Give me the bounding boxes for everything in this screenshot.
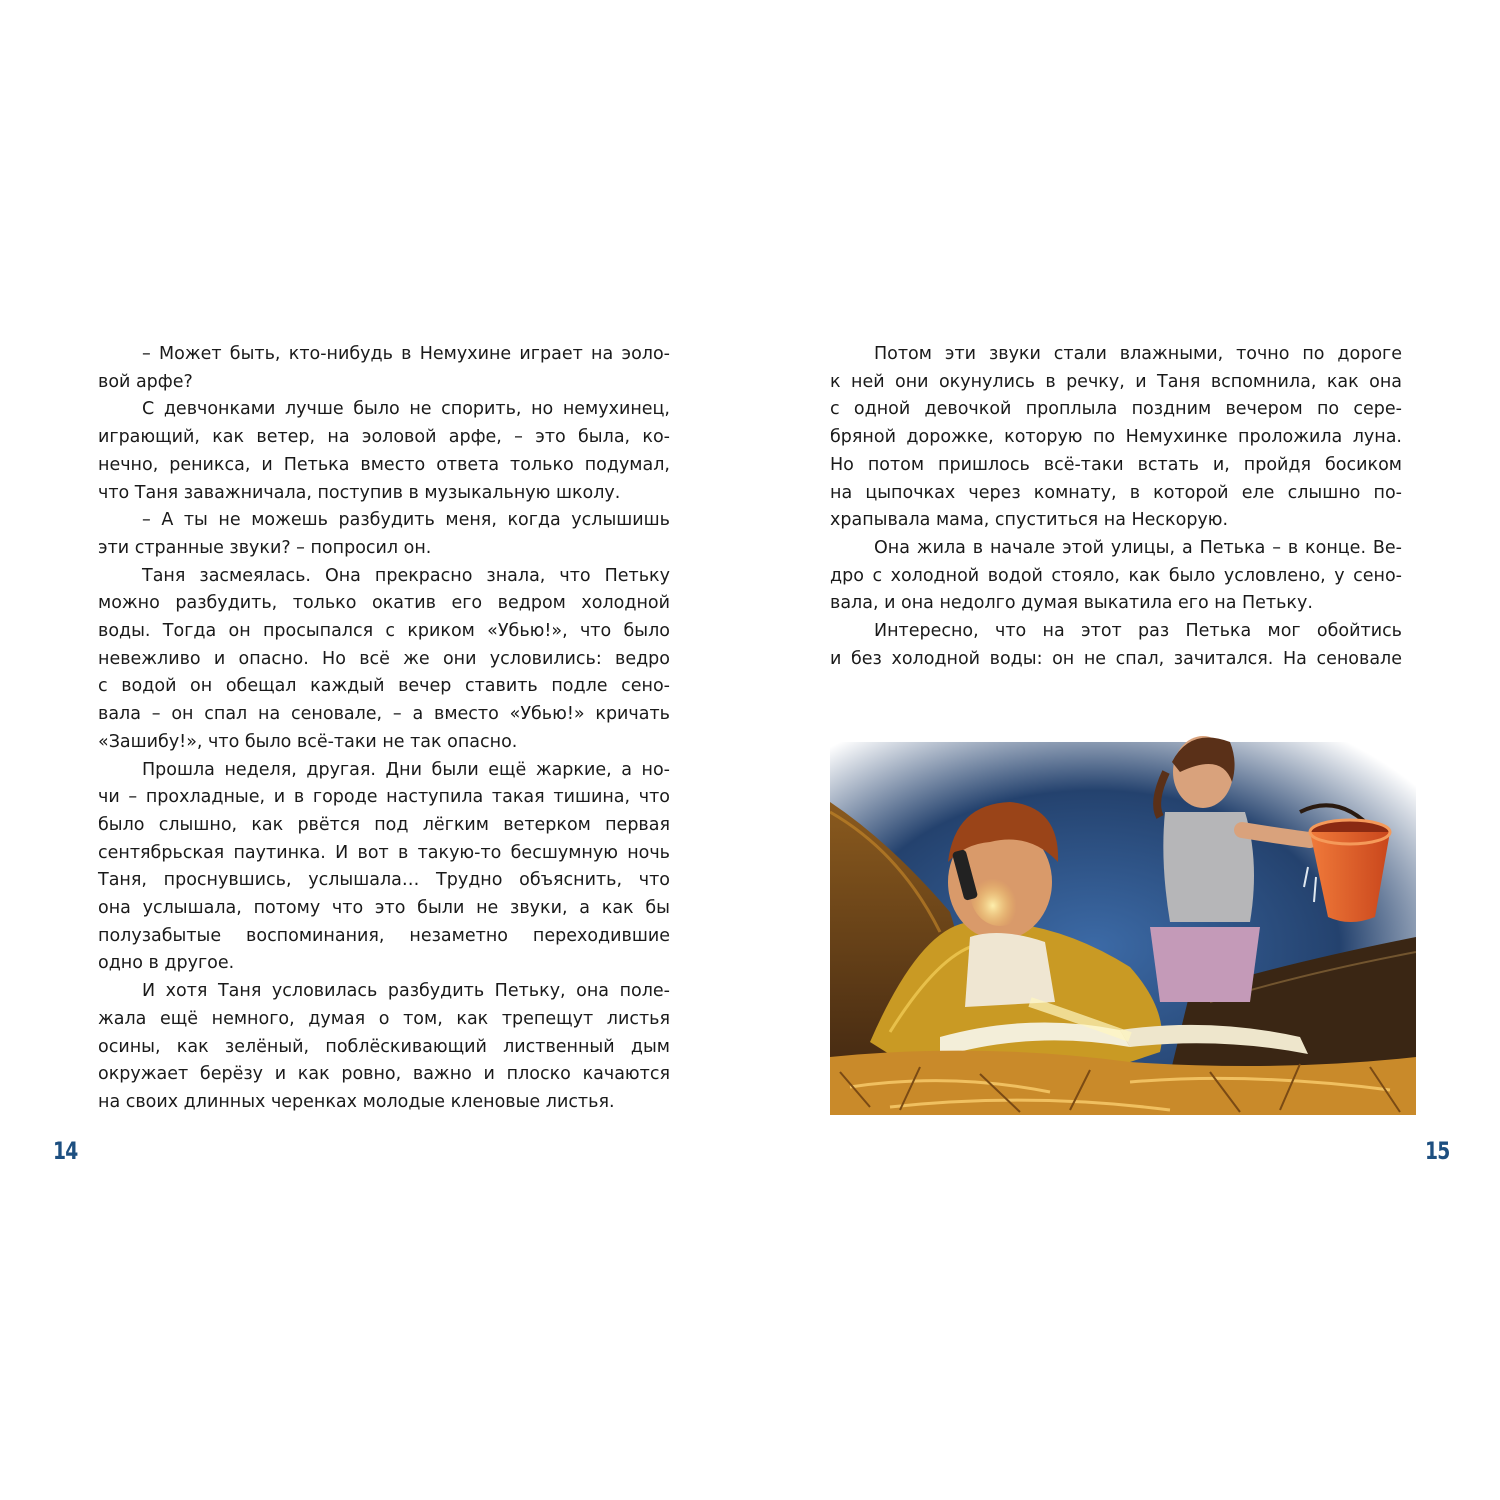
left-text-column (98, 341, 670, 1117)
text-line: Прошла неделя, другая. Дни были ещё жаркие, а но- (142, 759, 670, 780)
text-line: осины, как зелёный, поблёскивающий лиственный дым (98, 1036, 670, 1057)
text-line: «Зашибу!», что было всё-таки не так опасно. (98, 731, 518, 752)
paragraph (98, 757, 670, 979)
text-line: вала, и она недолго думая выкатила его на Петьку. (830, 593, 1313, 614)
text-line: невежливо и опасно. Но всё же они условились: ведро (98, 648, 670, 669)
right-page (750, 0, 1500, 1500)
text-line: дро с холодной водой стояло, как было условлено, у сено- (830, 565, 1402, 586)
text-line: чи – прохладные, и в городе наступила такая тишина, что (98, 787, 670, 808)
text-line: эти странные звуки? – попросил он. (98, 537, 432, 558)
paragraph (98, 396, 670, 507)
text-line: она услышала, потому что это были не звуки, а как бы (98, 898, 670, 919)
paragraph (98, 563, 670, 757)
paragraph (830, 341, 1402, 535)
text-line: – А ты не можешь разбудить меня, когда услышишь (142, 510, 670, 531)
text-line: Но потом пришлось всё-таки встать и, пройдя босиком (830, 454, 1402, 475)
text-line: Интересно, что на этот раз Петька мог обойтись (874, 621, 1402, 642)
text-line: Она жила в начале этой улицы, а Петька – в конце. Ве- (874, 537, 1402, 558)
text-line: играющий, как ветер, на эоловой арфе, – это была, ко- (98, 427, 670, 448)
illustration-boy-reading-girl-with-bucket (830, 712, 1416, 1115)
paragraph (98, 507, 670, 562)
text-line: можно разбудить, только окатив его ведром холодной (98, 593, 670, 614)
text-line: и без холодной воды: он не спал, зачитался. На сеновале (830, 648, 1402, 669)
text-line: на своих длинных черенках молодые кленовые листья. (98, 1091, 615, 1112)
text-line: на цыпочках через комнату, в которой еле слышно по- (830, 482, 1402, 503)
text-line: Потом эти звуки стали влажными, точно по дороге (874, 344, 1402, 364)
text-line: нечно, реникса, и Петька вместо ответа только подумал, (98, 454, 670, 475)
text-line: Таня засмеялась. Она прекрасно знала, что Петьку (142, 565, 670, 586)
illustration-svg (830, 712, 1416, 1115)
text-line: жала ещё немного, думая о том, как трепещут листья (98, 1008, 670, 1029)
text-line: с водой он обещал каждый вечер ставить подле сено- (98, 676, 670, 697)
text-line: – Может быть, кто-нибудь в Немухине играет на эоло- (142, 344, 670, 364)
paragraph (98, 978, 670, 1117)
paragraph (830, 535, 1402, 618)
text-line: сентябрьская паутинка. И вот в такую-то бесшумную ночь (98, 842, 670, 863)
text-line: одно в другое. (98, 953, 235, 974)
text-line: полузабытые воспоминания, незаметно переходившие (98, 925, 670, 946)
text-line: к ней они окунулись в речку, и Таня вспомнила, как она (830, 371, 1402, 392)
text-line: вала – он спал на сеновале, – а вместо «Убью!» кричать (98, 704, 670, 725)
text-line: Таня, проснувшись, услышала… Трудно объяснить, что (98, 870, 670, 891)
page-number-left: 14 (53, 1137, 78, 1165)
paragraph (830, 618, 1402, 673)
text-line: С девчонками лучше было не спорить, но немухинец, (142, 399, 670, 420)
text-line: бряной дорожке, которую по Немухинке проложила луна. (830, 427, 1402, 448)
text-line: храпывала мама, спуститься на Нескорую. (830, 510, 1229, 531)
paragraph (98, 341, 670, 396)
text-line: вой арфе? (98, 371, 193, 392)
text-line: что Таня заважничала, поступив в музыкальную школу. (98, 482, 621, 503)
right-text-column (830, 341, 1402, 673)
text-line: окружает берёзу и как ровно, важно и плоско качаются (98, 1064, 670, 1085)
text-line: было слышно, как рвётся под лёгким ветерком первая (98, 814, 670, 835)
text-line: с одной девочкой проплыла поздним вечером по сере- (830, 399, 1402, 420)
page-number-right: 15 (1425, 1137, 1450, 1165)
text-line: И хотя Таня условилась разбудить Петьку, она поле- (142, 981, 670, 1002)
text-line: воды. Тогда он просыпался с криком «Убью!», что было (98, 621, 670, 642)
